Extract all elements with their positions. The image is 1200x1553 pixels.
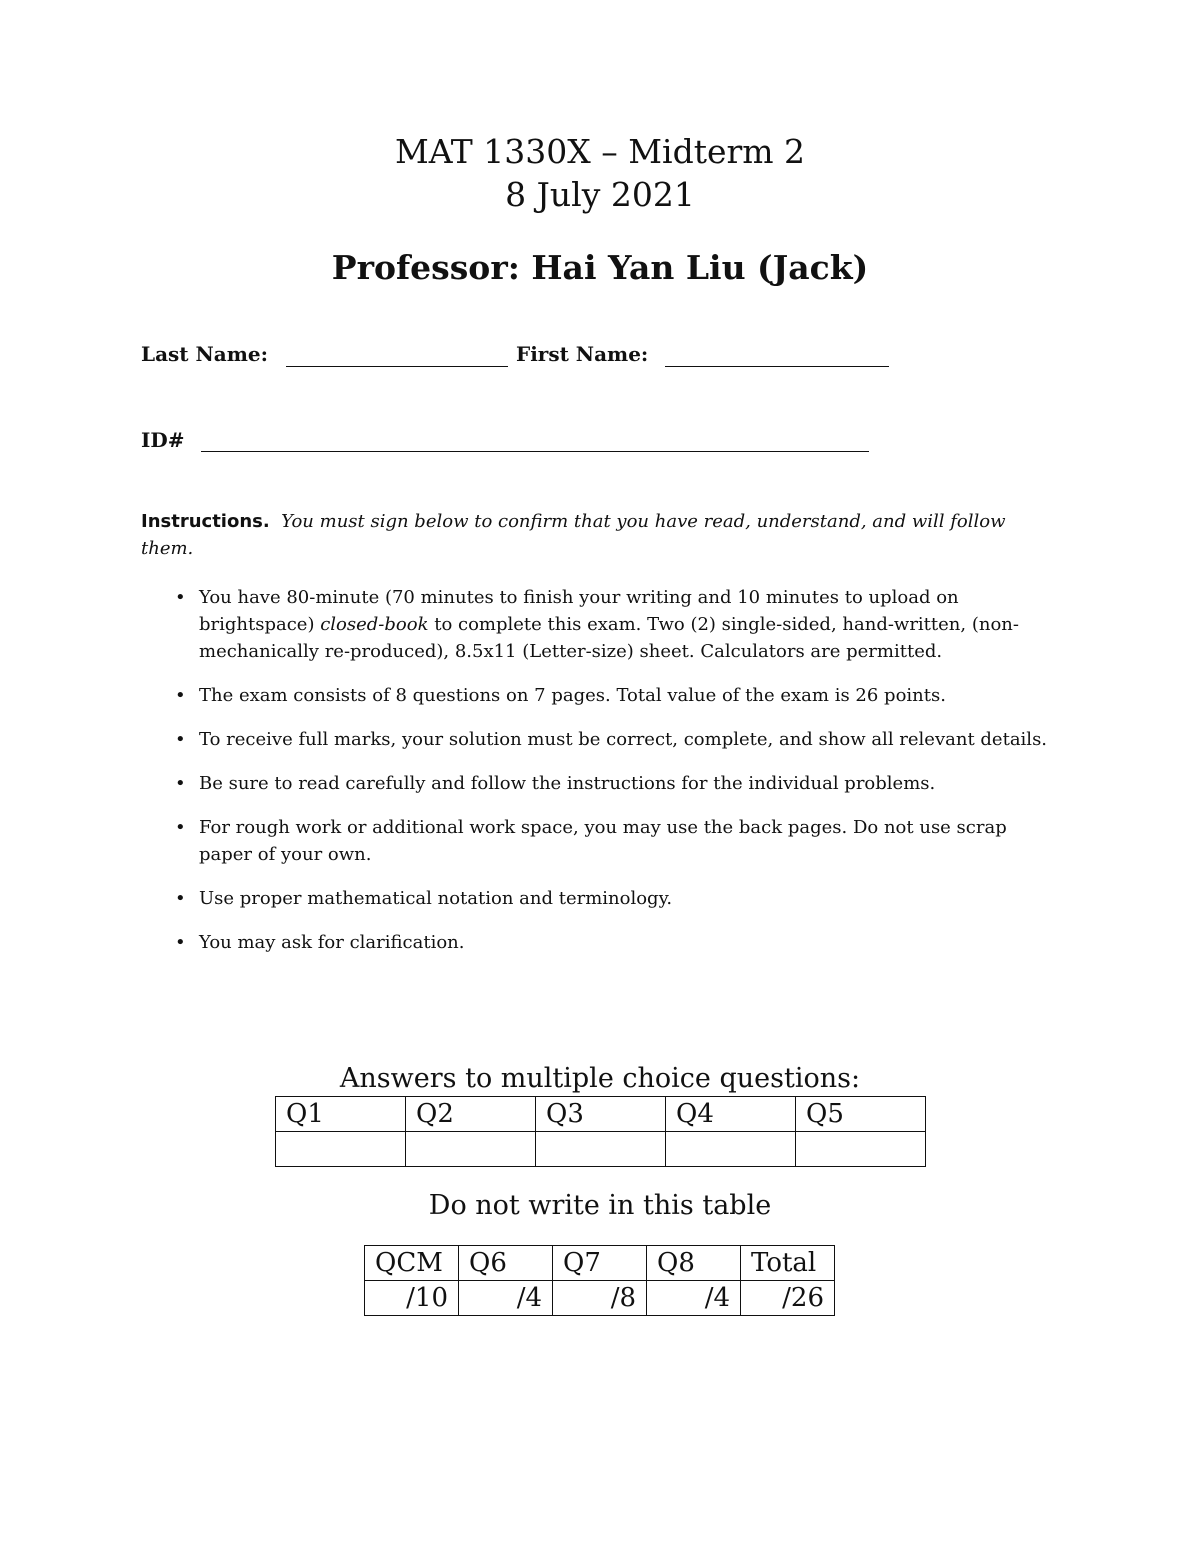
mcq-answer-cell[interactable]	[796, 1132, 926, 1167]
score-table	[364, 1245, 835, 1316]
first-name-label: First Name:	[516, 342, 649, 366]
list-item: • You may ask for clarification.	[175, 929, 1065, 956]
list-item: • Be sure to read carefully and follow the instructions for the individual problems.	[175, 770, 1065, 797]
id-field[interactable]	[201, 451, 869, 452]
score-value-cell: /4	[647, 1281, 741, 1316]
instructions-intro-text: You must sign below to confirm that you have read, understand, and will follow them.	[141, 511, 1006, 559]
score-value-cell: /26	[741, 1281, 835, 1316]
mcq-answer-cell[interactable]	[406, 1132, 536, 1167]
instructions-list	[175, 584, 1065, 973]
professor-name: Professor: Hai Yan Liu (Jack)	[331, 248, 869, 287]
bullet-icon: •	[175, 888, 186, 909]
score-header-cell: QCM	[365, 1246, 459, 1281]
mcq-answer-cell[interactable]	[536, 1132, 666, 1167]
list-item: • To receive full marks, your solution must be correct, complete, and show all relevant details.	[175, 726, 1065, 753]
course-title: MAT 1330X – Midterm 2	[394, 132, 806, 171]
last-name-field[interactable]	[286, 366, 508, 367]
exam-date: 8 July 2021	[505, 175, 695, 214]
mcq-table-title: Answers to multiple choice questions:	[339, 1063, 861, 1094]
score-value-cell: /8	[553, 1281, 647, 1316]
score-header-cell: Q6	[459, 1246, 553, 1281]
mcq-header-cell: Q2	[406, 1097, 536, 1132]
bullet-icon: •	[175, 932, 186, 953]
score-header-cell: Q8	[647, 1246, 741, 1281]
score-table-title: Do not write in this table	[428, 1190, 772, 1221]
list-item: • Use proper mathematical notation and terminology.	[175, 885, 1065, 912]
mcq-header-cell: Q1	[276, 1097, 406, 1132]
list-item: • For rough work or additional work space, you may use the back pages. Do not use scrap paper of your own.	[175, 814, 1065, 868]
mcq-answer-cell[interactable]	[276, 1132, 406, 1167]
mcq-answer-table	[275, 1096, 926, 1167]
score-header-cell: Q7	[553, 1246, 647, 1281]
bullet-icon: •	[175, 817, 186, 838]
mcq-header-cell: Q5	[796, 1097, 926, 1132]
score-value-cell: /10	[365, 1281, 459, 1316]
score-header-cell: Total	[741, 1246, 835, 1281]
bullet-icon: •	[175, 685, 186, 706]
list-item: • The exam consists of 8 questions on 7 pages. Total value of the exam is 26 points.	[175, 682, 1065, 709]
instructions-heading: Instructions.	[141, 511, 270, 532]
score-value-cell: /4	[459, 1281, 553, 1316]
first-name-field[interactable]	[665, 366, 889, 367]
mcq-header-cell: Q4	[666, 1097, 796, 1132]
instructions-intro	[141, 508, 1061, 562]
bullet-icon: •	[175, 729, 186, 750]
bullet-icon: •	[175, 587, 186, 608]
mcq-header-cell: Q3	[536, 1097, 666, 1132]
id-label: ID#	[141, 428, 185, 452]
bullet-icon: •	[175, 773, 186, 794]
list-item: • You have 80-minute (70 minutes to finish your writing and 10 minutes to upload on brightspace) closed-book to complete this exam. Two (2) single-sided, hand-written, (non-mechanically re-produced), 8.5x11 (Letter-size) sheet. Calculators are permitted.	[175, 584, 1065, 665]
last-name-label: Last Name:	[141, 342, 268, 366]
mcq-answer-cell[interactable]	[666, 1132, 796, 1167]
